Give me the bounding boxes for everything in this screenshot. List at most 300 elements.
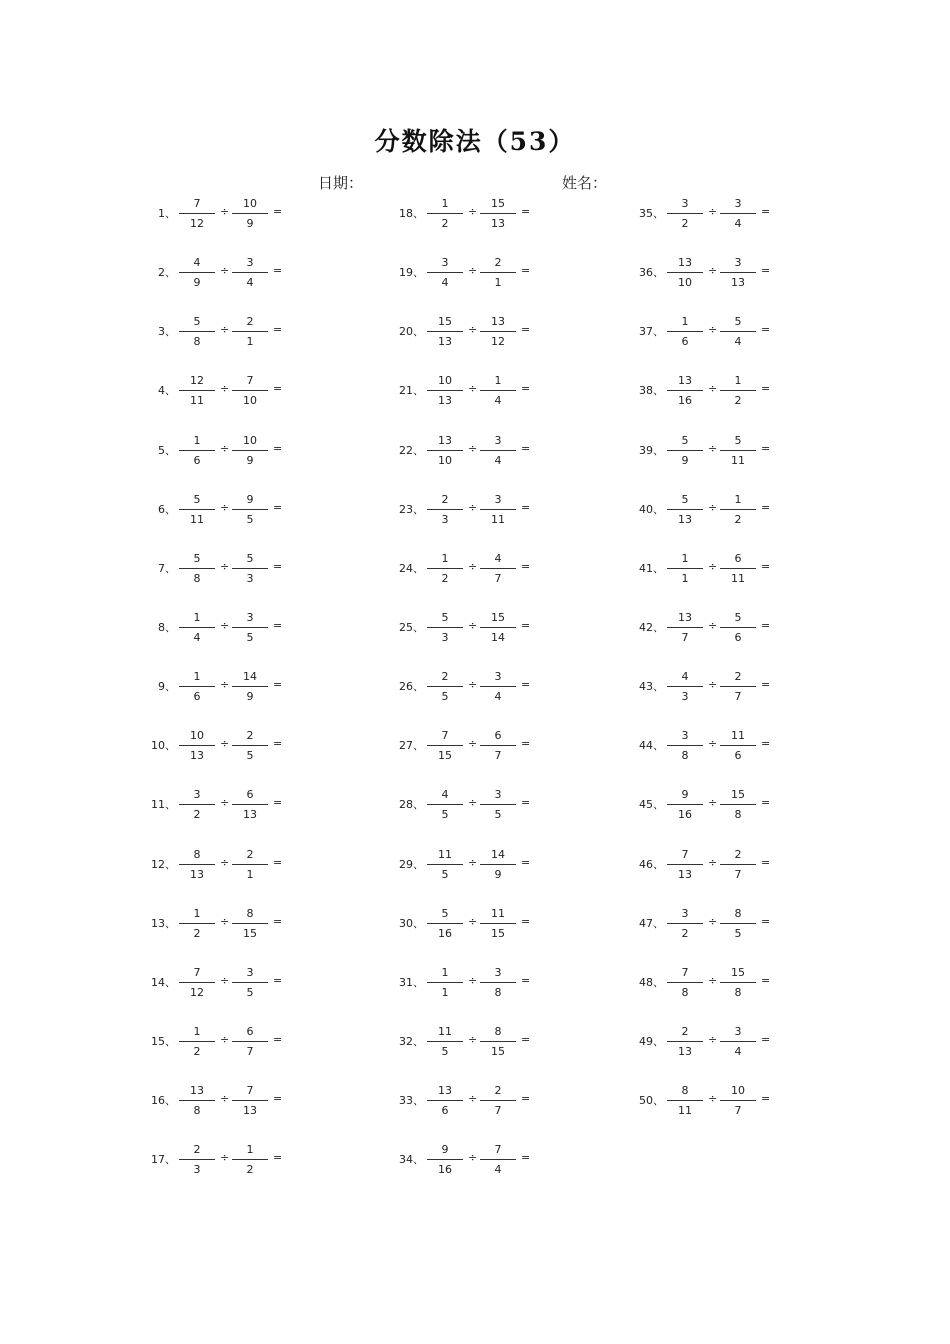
fraction-bar [480,390,516,391]
denominator: 4 [246,276,254,290]
division-operator: ÷ [708,855,718,869]
dividend-fraction [179,1142,215,1177]
problem-number: 47、 [639,916,664,930]
dividend-fraction [427,847,463,882]
division-operator: ÷ [468,205,478,218]
division-operator: ÷ [468,264,478,278]
problem-number: 28、 [399,798,424,812]
denominator: 4 [494,394,502,408]
fraction-bar [179,509,215,510]
dividend-fraction [427,373,463,408]
problem-number: 14、 [151,975,176,989]
fraction-bar [427,1159,463,1160]
numerator: 11 [438,847,452,861]
divisor-fraction [720,965,756,1000]
divisor-fraction [480,433,516,468]
problem-number: 25、 [399,620,424,634]
numerator: 1 [193,670,201,684]
dividend-fraction [667,492,703,527]
denominator: 1 [494,276,502,290]
fraction-bar [427,450,463,451]
denominator: 11 [190,512,204,526]
fraction-bar [480,982,516,983]
problem-item [388,1136,628,1195]
division-operator: ÷ [220,796,230,810]
problem-number: 1、 [158,207,176,220]
denominator: 9 [494,867,502,881]
numerator: 2 [441,492,449,506]
denominator: 13 [678,867,692,881]
division-operator: ÷ [468,1151,478,1165]
problem-column-3 [628,190,868,1136]
problem-number: 48、 [639,975,664,989]
numerator: 11 [438,1024,452,1038]
division-operator: ÷ [708,441,718,455]
equals-sign: = [521,264,531,278]
divisor-fraction [480,492,516,527]
problem-number: 26、 [399,680,424,694]
equals-sign: = [761,1092,771,1106]
denominator: 9 [246,453,254,467]
fraction-bar [720,923,756,924]
dividend-fraction [427,1142,463,1177]
fraction-bar [720,1100,756,1101]
equals-sign: = [273,914,283,928]
denominator: 2 [193,926,201,940]
numerator: 1 [734,374,742,388]
numerator: 14 [491,847,505,861]
equals-sign: = [521,737,531,751]
numerator: 5 [734,433,742,447]
equals-sign: = [521,796,531,810]
equals-sign: = [521,500,531,514]
denominator: 5 [441,867,449,881]
numerator: 9 [246,492,254,506]
numerator: 12 [190,374,204,388]
fraction-bar [667,390,703,391]
equals-sign: = [273,678,283,692]
fraction-bar [480,864,516,865]
problem-number: 3、 [158,325,176,339]
numerator: 8 [681,1084,689,1098]
fraction-bar [720,213,756,214]
equals-sign: = [273,1092,283,1106]
denominator: 8 [681,985,689,999]
equals-sign: = [761,323,771,337]
problem-number: 18、 [399,207,424,220]
denominator: 11 [731,571,745,585]
division-operator: ÷ [220,1151,230,1165]
fraction-bar [480,1100,516,1101]
numerator: 15 [491,610,505,624]
equals-sign: = [521,914,531,928]
numerator: 5 [441,906,449,920]
problem-number: 39、 [639,443,664,457]
numerator: 10 [243,197,257,210]
numerator: 7 [441,729,449,743]
denominator: 13 [678,1044,692,1058]
numerator: 13 [678,610,692,624]
denominator: 12 [190,985,204,999]
numerator: 1 [441,551,449,565]
problem-number: 9、 [158,680,176,694]
dividend-fraction [427,669,463,704]
problem-item [628,486,868,545]
fraction-bar [667,745,703,746]
numerator: 3 [246,256,254,270]
numerator: 3 [734,197,742,210]
division-operator: ÷ [468,914,478,928]
numerator: 3 [494,788,502,802]
division-operator: ÷ [220,618,230,632]
fraction-bar [179,213,215,214]
numerator: 5 [734,610,742,624]
denominator: 6 [734,630,742,644]
numerator: 1 [193,906,201,920]
denominator: 13 [491,217,505,230]
numerator: 4 [681,670,689,684]
divisor-fraction [232,255,268,290]
fraction-bar [427,390,463,391]
equals-sign: = [521,1151,531,1165]
division-operator: ÷ [220,973,230,987]
dividend-fraction [179,255,215,290]
dividend-fraction [427,492,463,527]
denominator: 2 [681,217,689,230]
numerator: 7 [193,197,201,210]
fraction-bar [232,568,268,569]
equals-sign: = [521,323,531,337]
dividend-fraction [179,1083,215,1118]
problem-item [388,663,628,722]
numerator: 5 [441,610,449,624]
divisor-fraction [720,669,756,704]
denominator: 5 [246,985,254,999]
denominator: 9 [246,690,254,704]
numerator: 3 [246,610,254,624]
dividend-fraction [667,1024,703,1059]
fraction-bar [232,627,268,628]
division-operator: ÷ [220,382,230,396]
numerator: 5 [246,551,254,565]
dividend-fraction [427,255,463,290]
denominator: 4 [494,1163,502,1177]
fraction-bar [667,568,703,569]
equals-sign: = [761,264,771,278]
denominator: 13 [190,867,204,881]
numerator: 6 [246,788,254,802]
divisor-fraction [720,433,756,468]
equals-sign: = [521,441,531,455]
equals-sign: = [761,678,771,692]
denominator: 5 [441,808,449,822]
division-operator: ÷ [708,500,718,514]
denominator: 5 [246,630,254,644]
fraction-bar [232,509,268,510]
problem-item [140,959,380,1018]
dividend-fraction [667,787,703,822]
divisor-fraction [232,728,268,763]
numerator: 1 [193,610,201,624]
numerator: 8 [193,847,201,861]
equals-sign: = [761,973,771,987]
problem-number: 42、 [639,620,664,634]
numerator: 3 [494,965,502,979]
denominator: 3 [441,512,449,526]
dividend-fraction [179,610,215,645]
denominator: 13 [438,394,452,408]
problem-number: 46、 [639,857,664,871]
dividend-fraction [667,373,703,408]
divisor-fraction [480,906,516,941]
dividend-fraction [179,669,215,704]
problem-item [140,427,380,486]
equals-sign: = [521,855,531,869]
denominator: 2 [681,926,689,940]
dividend-fraction [179,314,215,349]
denominator: 8 [734,985,742,999]
fraction-bar [427,1041,463,1042]
numerator: 9 [681,788,689,802]
problem-number: 49、 [639,1034,664,1048]
fraction-bar [480,213,516,214]
fraction-bar [427,982,463,983]
problem-item [628,308,868,367]
fraction-bar [480,331,516,332]
fraction-bar [667,923,703,924]
dividend-fraction [179,906,215,941]
dividend-fraction [667,433,703,468]
numerator: 2 [494,1084,502,1098]
equals-sign: = [521,678,531,692]
dividend-fraction [667,255,703,290]
problem-item [140,722,380,781]
problem-item [388,1077,628,1136]
numerator: 4 [441,788,449,802]
equals-sign: = [273,205,283,218]
fraction-bar [232,213,268,214]
numerator: 5 [193,315,201,329]
fraction-bar [427,568,463,569]
divisor-fraction [232,1083,268,1118]
problem-number: 12、 [151,857,176,871]
fraction-bar [427,213,463,214]
fraction-bar [232,390,268,391]
denominator: 16 [438,1163,452,1177]
problem-number: 44、 [639,739,664,753]
dividend-fraction [427,787,463,822]
denominator: 11 [678,1104,692,1118]
divisor-fraction [232,373,268,408]
problem-item [140,781,380,840]
numerator: 3 [494,492,502,506]
numerator: 2 [193,1143,201,1157]
numerator: 3 [681,906,689,920]
fraction-bar [179,1100,215,1101]
fraction-bar [179,745,215,746]
problem-item [388,486,628,545]
fraction-bar [480,923,516,924]
equals-sign: = [761,737,771,751]
equals-sign: = [521,1032,531,1046]
numerator: 13 [190,1084,204,1098]
fraction-bar [232,1041,268,1042]
fraction-bar [480,745,516,746]
denominator: 9 [193,276,201,290]
equals-sign: = [761,796,771,810]
fraction-bar [232,450,268,451]
equals-sign: = [273,323,283,337]
division-operator: ÷ [220,441,230,455]
fraction-bar [232,1100,268,1101]
fraction-bar [667,982,703,983]
fraction-bar [667,686,703,687]
numerator: 3 [193,788,201,802]
numerator: 5 [193,492,201,506]
numerator: 3 [734,1024,742,1038]
division-operator: ÷ [468,737,478,751]
problem-item [628,722,868,781]
fraction-bar [667,1100,703,1101]
fraction-bar [667,509,703,510]
divisor-fraction [232,610,268,645]
divisor-fraction [480,196,516,231]
problem-item [140,249,380,308]
fraction-bar [720,745,756,746]
dividend-fraction [427,1083,463,1118]
denominator: 2 [246,1163,254,1177]
numerator: 2 [494,256,502,270]
numerator: 7 [246,1084,254,1098]
numerator: 5 [734,315,742,329]
denominator: 13 [243,1104,257,1118]
division-operator: ÷ [220,205,230,218]
numerator: 15 [491,197,505,210]
fraction-bar [480,568,516,569]
denominator: 15 [491,1044,505,1058]
numerator: 4 [494,551,502,565]
denominator: 11 [491,512,505,526]
problem-item [628,900,868,959]
fraction-bar [179,390,215,391]
denominator: 8 [494,985,502,999]
division-operator: ÷ [468,323,478,337]
problem-item [628,663,868,722]
denominator: 11 [731,453,745,467]
dividend-fraction [427,196,463,231]
fraction-bar [720,450,756,451]
divisor-fraction [232,965,268,1000]
equals-sign: = [521,205,531,218]
numerator: 4 [193,256,201,270]
divisor-fraction [232,1024,268,1059]
divisor-fraction [480,373,516,408]
division-operator: ÷ [220,678,230,692]
denominator: 7 [494,571,502,585]
division-operator: ÷ [220,559,230,573]
problem-column-2 [388,190,628,1195]
equals-sign: = [273,796,283,810]
denominator: 6 [193,690,201,704]
fraction-bar [179,1041,215,1042]
equals-sign: = [273,855,283,869]
problem-item [140,190,380,249]
fraction-bar [427,272,463,273]
dividend-fraction [179,551,215,586]
dividend-fraction [179,433,215,468]
numerator: 1 [734,492,742,506]
problem-item [388,367,628,426]
problem-number: 22、 [399,443,424,457]
problem-number: 11、 [151,798,176,812]
dividend-fraction [667,669,703,704]
numerator: 9 [441,1143,449,1157]
division-operator: ÷ [468,973,478,987]
equals-sign: = [761,441,771,455]
problem-item [140,367,380,426]
denominator: 5 [441,690,449,704]
denominator: 6 [734,749,742,763]
dividend-fraction [179,1024,215,1059]
divisor-fraction [480,728,516,763]
dividend-fraction [179,373,215,408]
divisor-fraction [480,669,516,704]
dividend-fraction [427,610,463,645]
problem-item [628,249,868,308]
fraction-bar [179,568,215,569]
problem-item [388,249,628,308]
numerator: 2 [441,670,449,684]
numerator: 2 [246,315,254,329]
equals-sign: = [761,559,771,573]
fraction-bar [179,450,215,451]
division-operator: ÷ [220,323,230,337]
problem-item [628,781,868,840]
numerator: 1 [681,315,689,329]
fraction-bar [480,272,516,273]
problem-number: 6、 [158,502,176,516]
denominator: 2 [193,1044,201,1058]
equals-sign: = [761,855,771,869]
numerator: 3 [734,256,742,270]
problem-number: 27、 [399,739,424,753]
numerator: 11 [731,729,745,743]
problem-item [628,1077,868,1136]
numerator: 8 [734,906,742,920]
fraction-bar [179,923,215,924]
date-label: 日期： [318,174,364,192]
problem-number: 32、 [399,1034,424,1048]
denominator: 8 [681,749,689,763]
problem-number: 20、 [399,325,424,339]
denominator: 1 [441,985,449,999]
fraction-bar [427,745,463,746]
denominator: 7 [681,630,689,644]
fraction-bar [179,272,215,273]
fraction-bar [720,568,756,569]
numerator: 15 [731,965,745,979]
fraction-bar [427,923,463,924]
divisor-fraction [232,1142,268,1177]
denominator: 4 [734,1044,742,1058]
denominator: 13 [190,749,204,763]
fraction-bar [480,1159,516,1160]
numerator: 8 [246,906,254,920]
denominator: 5 [494,808,502,822]
problem-item [388,190,628,249]
problem-number: 35、 [639,207,664,220]
problem-item [140,308,380,367]
